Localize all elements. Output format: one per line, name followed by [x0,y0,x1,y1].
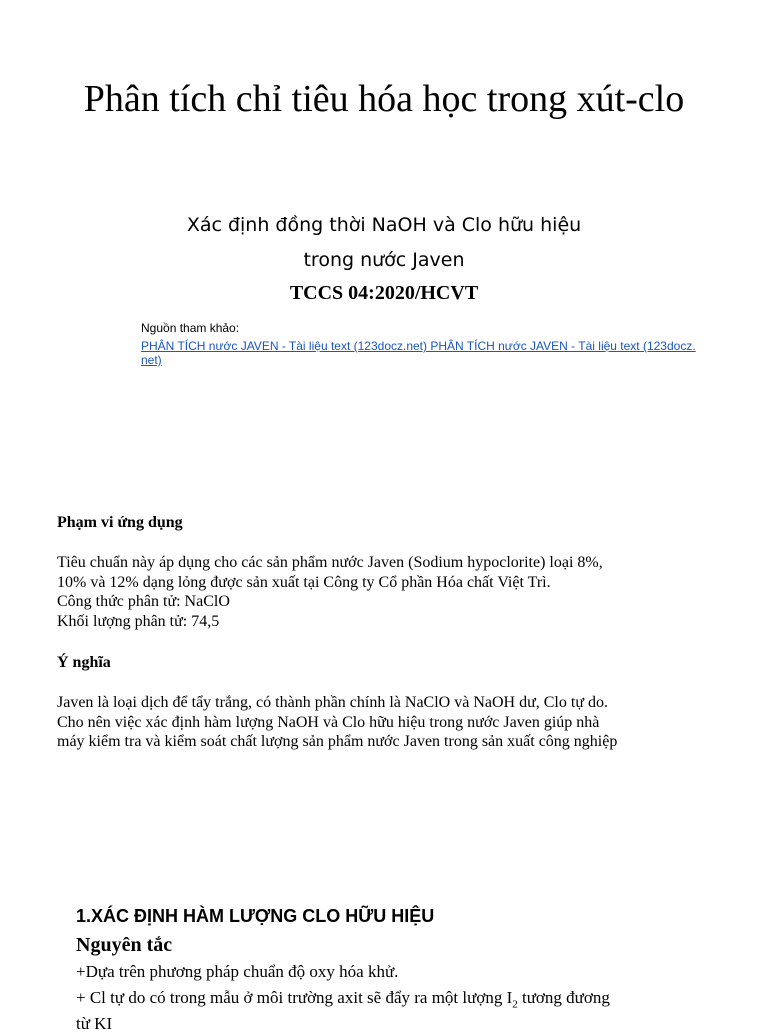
source-link[interactable]: PHÂN TÍCH nước JAVEN - Tài liệu text (123docz.net) PHÂN TÍCH nước JAVEN - Tài liệu text (123docz.net) [141,339,696,367]
meaning-paragraph [57,693,737,752]
source-label: Nguồn tham khảo: [141,321,240,335]
scope-heading: Phạm vi ứng dụng [57,514,183,531]
document-subtitle [80,208,688,278]
section-1-heading: 1.XÁC ĐỊNH HÀM LƯỢNG CLO HỮU HIỆU [76,906,435,926]
scope-line: Khối lượng phân tử: 74,5 [57,612,220,630]
document-title: Phân tích chỉ tiêu hóa học trong xút-clo [83,78,685,120]
principle-heading: Nguyên tắc [76,934,173,956]
scope-line: 10% và 12% dạng lỏng được sản xuất tại Công ty Cổ phần Hóa chất Việt Trì. [57,573,551,591]
principle-line-1: +Dựa trên phương pháp chuẩn độ oxy hóa khử. [76,962,399,981]
principle-line-2-text-b: tương đương [517,988,610,1007]
scope-line: Tiêu chuẩn này áp dụng cho các sản phẩm nước Javen (Sodium hypoclorite) loại 8%, [57,554,603,571]
subscript-2: 2 [512,998,518,1011]
principle-line-2 [76,987,610,1015]
principle-line-3: từ KI [76,1014,113,1033]
subtitle-line-1: Xác định đồng thời NaOH và Clo hữu hiệu [186,214,582,236]
principle-line-2-text-a: + Cl tự do có trong mẫu ở môi trường axit sẽ đẩy ra một lượng I [76,988,513,1007]
meaning-heading: Ý nghĩa [57,654,111,671]
meaning-line: máy kiểm tra và kiểm soát chất lượng sản phẩm nước Javen trong sản xuất công nghiệp [57,733,618,750]
meaning-line: Cho nên việc xác định hàm lượng NaOH và Clo hữu hiệu trong nước Javen giúp nhà [57,713,600,731]
standard-code: TCCS 04:2020/HCVT [289,282,479,304]
scope-paragraph [57,553,737,631]
meaning-line: Javen là loại dịch để tẩy trắng, có thành phần chính là NaClO và NaOH dư, Clo tự do. [57,694,608,711]
scope-line: Công thức phân tử: NaClO [57,593,230,610]
subtitle-line-2: trong nước Javen [303,249,465,271]
